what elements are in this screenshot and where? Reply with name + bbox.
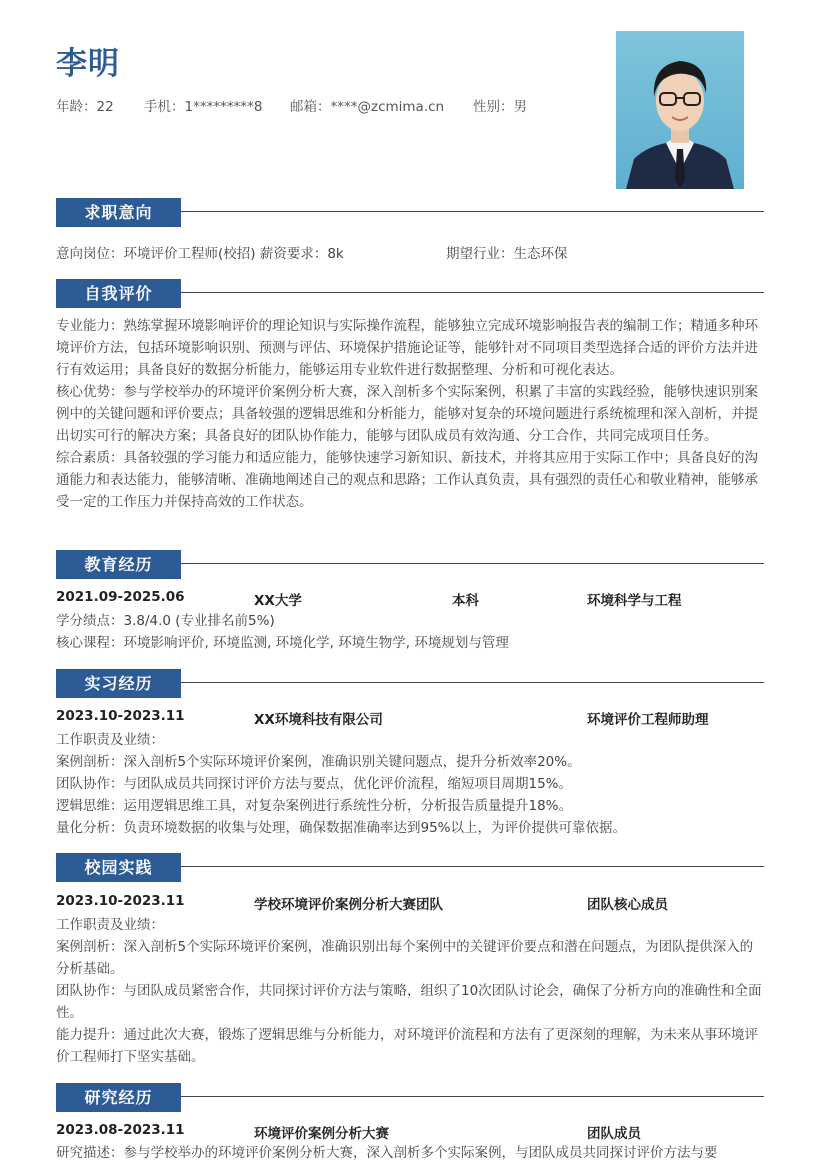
campus-details: [56, 914, 764, 1068]
internship-period: 2023.10-2023.11: [56, 708, 185, 724]
campus-line: 能力提升：通过此次大赛，锻炼了逻辑思维与分析能力，对环境评价流程和方法有了更深刻的理解，为未来从事环境评价工程师打下坚实基础。: [56, 1027, 758, 1065]
campus-role: 团队核心成员: [587, 897, 668, 913]
education-period: 2021.09-2025.06: [56, 589, 185, 605]
education-major: 环境科学与工程: [587, 593, 682, 609]
section-objective: [56, 198, 764, 227]
section-research: [56, 1083, 764, 1112]
section-divider: [181, 1096, 764, 1097]
internship-line: 逻辑思维：运用逻辑思维工具，对复杂案例进行系统性分析，分析报告质量提升18%。: [56, 798, 573, 814]
section-title: 研究经历: [56, 1083, 181, 1112]
campus-line: 团队协作：与团队成员紧密合作，共同探讨评价方法与策略，组织了10次团队讨论会，确保了分析方向的准确性和全面性。: [56, 983, 762, 1021]
internship-line: 案例剖析：深入剖析5个实际环境评价案例，准确识别关键问题点，提升分析效率20%。: [56, 754, 581, 770]
internship-line: 团队协作：与团队成员共同探讨评价方法与要点，优化评价流程，缩短项目周期15%。: [56, 776, 573, 792]
campus-period: 2023.10-2023.11: [56, 893, 185, 909]
self-eval-paragraph: 综合素质：具备较强的学习能力和适应能力，能够快速学习新知识、新技术，并将其应用于实际工作中；具备良好的沟通能力和表达能力，能够清晰、准确地阐述自己的观点和思路；工作认真负责，具有强烈的责任心和敬业精神，能够承受一定的工作压力并保持高效的工作状态。: [56, 450, 758, 510]
gender-field: 性别：男: [473, 99, 527, 115]
internship-role: 环境评价工程师助理: [587, 712, 709, 728]
section-title: 校园实践: [56, 853, 181, 882]
education-gpa: 学分绩点：3.8/4.0 (专业排名前5%): [56, 613, 275, 629]
section-divider: [181, 292, 764, 293]
internship-company: XX环境科技有限公司: [254, 712, 383, 728]
self-evaluation-text: [56, 315, 764, 513]
research-project: 环境评价案例分析大赛: [254, 1126, 389, 1142]
phone-field: 手机：1*********8: [144, 99, 263, 115]
education-school: XX大学: [254, 593, 302, 609]
age-field: 年龄：22: [56, 99, 114, 115]
section-title: 自我评价: [56, 279, 181, 308]
section-divider: [181, 866, 764, 867]
section-education: [56, 550, 764, 579]
internship-line: 量化分析：负责环境数据的收集与处理，确保数据准确率达到95%以上，为评价提供可靠依据。: [56, 820, 627, 836]
self-eval-paragraph: 专业能力：熟练掌握环境影响评价的理论知识与实际操作流程，能够独立完成环境影响报告表的编制工作；精通多种环境评价方法，包括环境影响识别、预测与评估、环境保护措施论证等，能够针对不同项目类型选择合适的评价方法并进行有效运用；具备良好的数据分析能力，能够运用专业软件进行数据整理、分析和可视化表达。: [56, 318, 758, 378]
research-role: 团队成员: [587, 1126, 641, 1142]
self-eval-paragraph: 核心优势：参与学校举办的环境评价案例分析大赛，深入剖析多个实际案例，积累了丰富的实践经验，能够快速识别案例中的关键问题和评价要点；具备较强的逻辑思维和分析能力，能够对复杂的环境问题进行系统梳理和深入剖析，并提出切实可行的解决方案；具备良好的团队协作能力，能够与团队成员有效沟通、分工合作，共同完成项目任务。: [56, 384, 758, 444]
intended-industry: 期望行业：生态环保: [446, 246, 568, 262]
education-courses: 核心课程：环境影响评价, 环境监测, 环境化学, 环境生物学, 环境规划与管理: [56, 635, 509, 651]
research-description: 研究描述：参与学校举办的环境评价案例分析大赛，深入剖析多个实际案例，与团队成员共同探讨评价方法与要: [56, 1145, 718, 1160]
research-period: 2023.08-2023.11: [56, 1122, 185, 1138]
section-title: 实习经历: [56, 669, 181, 698]
candidate-name: 李明: [56, 46, 120, 82]
section-divider: [181, 211, 764, 212]
internship-line: 工作职责及业绩：: [56, 732, 164, 748]
intended-position: 意向岗位：环境评价工程师(校招) 薪资要求：8k: [56, 246, 344, 262]
profile-photo: [616, 31, 744, 189]
campus-org: 学校环境评价案例分析大赛团队: [254, 897, 443, 913]
campus-line: 工作职责及业绩：: [56, 917, 164, 933]
education-degree: 本科: [452, 593, 479, 609]
email-field: 邮箱：****@zcmima.cn: [290, 99, 445, 115]
section-internship: [56, 669, 764, 698]
section-divider: [181, 682, 764, 683]
campus-line: 案例剖析：深入剖析5个实际环境评价案例，准确识别出每个案例中的关键评价要点和潜在问题点，为团队提供深入的分析基础。: [56, 939, 754, 977]
internship-details: [56, 729, 764, 839]
education-details: [56, 610, 764, 654]
section-campus-practice: [56, 853, 764, 882]
section-divider: [181, 563, 764, 564]
section-title: 求职意向: [56, 198, 181, 227]
section-self-evaluation: [56, 279, 764, 308]
research-details: [56, 1142, 764, 1160]
section-title: 教育经历: [56, 550, 181, 579]
